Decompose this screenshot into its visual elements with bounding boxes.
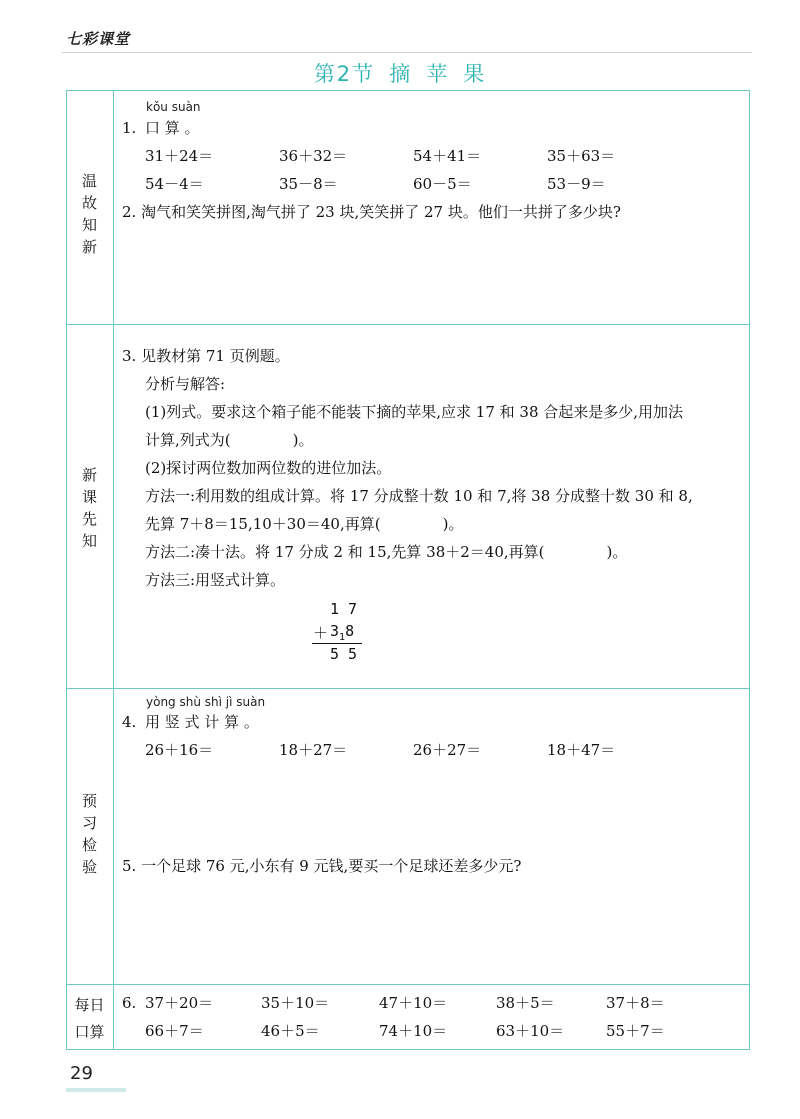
q6-item: 37＋8＝ <box>606 994 665 1012</box>
q6-item: 37＋20＝ <box>145 994 214 1012</box>
q3-heading: 3. 见教材第 71 页例题。 <box>122 347 290 365</box>
q4-item: 18＋47＝ <box>547 741 616 759</box>
section-label-daily <box>66 992 113 1046</box>
q6-item: 35＋10＝ <box>261 994 330 1012</box>
title-char-2: 苹 <box>426 62 450 86</box>
q6-item: 74＋10＝ <box>379 1022 448 1040</box>
label-char: 预 <box>81 792 97 810</box>
q3-step1: (1)列式。要求这个箱子能不能装下摘的苹果,应求 17 和 38 合起来是多少,用加法 <box>145 403 684 421</box>
text-part: )。 <box>442 515 464 533</box>
q3-method1-cont <box>145 514 463 534</box>
label-char: 新 <box>81 238 97 256</box>
q3-step2: (2)探讨两位数加两位数的进位加法。 <box>145 459 392 477</box>
q3-method2 <box>145 542 627 562</box>
header-divider <box>62 52 752 53</box>
q6-item: 66＋7＝ <box>145 1022 204 1040</box>
label-char: 先 <box>81 510 97 528</box>
q6-item: 55＋7＝ <box>606 1022 665 1040</box>
section-label-check <box>66 790 113 878</box>
vertical-sum-line <box>312 643 362 644</box>
q3-method3: 方法三:用竖式计算。 <box>145 571 286 589</box>
q4-number: 4. <box>122 713 137 731</box>
q4-item: 26＋27＝ <box>413 741 482 759</box>
vertical-top: 1 7 <box>330 600 358 618</box>
label-word: 口算 <box>74 1023 105 1041</box>
q1-item: 54＋41＝ <box>413 147 482 165</box>
vertical-result: 5 5 <box>330 645 358 663</box>
label-char: 故 <box>81 194 97 212</box>
label-char: 知 <box>81 532 97 550</box>
q1-item: 54－4＝ <box>145 175 204 193</box>
text-part: 方法二:凑十法。将 17 分成 2 和 15,先算 38＋2＝40,再算( <box>145 543 545 561</box>
label-word: 每日 <box>74 996 105 1014</box>
page-number: 29 <box>70 1063 93 1084</box>
label-char: 新 <box>81 466 97 484</box>
q4-pinyin: yòng shù shì jì suàn <box>146 695 266 709</box>
vertical-middle <box>330 622 355 643</box>
section-label-preview <box>66 464 113 552</box>
q6-number: 6. <box>122 994 137 1012</box>
q1-item: 31＋24＝ <box>145 147 214 165</box>
label-char: 检 <box>81 836 97 854</box>
q1-item: 60－5＝ <box>413 175 472 193</box>
text-part: )。 <box>606 543 628 561</box>
q6-item: 38＋5＝ <box>496 994 555 1012</box>
q1-item: 53－9＝ <box>547 175 606 193</box>
q1-number: 1. <box>122 119 137 137</box>
title-section: 第2节 <box>313 62 376 86</box>
section-label-warmup <box>66 170 113 258</box>
q3-step1-formula <box>145 430 313 450</box>
q1-item: 35＋63＝ <box>547 147 616 165</box>
page-number-bar <box>66 1088 126 1092</box>
digit: 8 <box>345 622 355 640</box>
label-char: 习 <box>81 814 97 832</box>
carry-digit: 1 <box>339 632 346 643</box>
q5-text: 5. 一个足球 76 元,小东有 9 元钱,要买一个足球还差多少元? <box>122 857 522 875</box>
label-column-divider <box>113 90 114 1050</box>
brand-logo: 七彩课堂 <box>66 30 131 48</box>
title-char-3: 果 <box>463 62 487 86</box>
q4-item: 26＋16＝ <box>145 741 214 759</box>
section-divider-3 <box>66 984 750 985</box>
page-title <box>0 58 800 88</box>
digit: 3 <box>330 622 340 640</box>
label-char: 知 <box>81 216 97 234</box>
q1-item: 36＋32＝ <box>279 147 348 165</box>
title-char-1: 摘 <box>389 62 413 86</box>
section-divider-1 <box>66 324 750 325</box>
label-char: 课 <box>81 488 97 506</box>
text-part: 计算,列式为( <box>145 431 231 449</box>
q6-item: 63＋10＝ <box>496 1022 565 1040</box>
q1-item: 35－8＝ <box>279 175 338 193</box>
q1-title: 口 算 。 <box>145 119 200 137</box>
label-char: 温 <box>81 172 97 190</box>
q6-item: 47＋10＝ <box>379 994 448 1012</box>
vertical-plus: ＋ <box>313 624 329 642</box>
section-divider-2 <box>66 688 750 689</box>
q4-item: 18＋27＝ <box>279 741 348 759</box>
q1-pinyin: kǒu suàn <box>146 100 201 114</box>
q3-analysis: 分析与解答: <box>145 375 226 393</box>
label-char: 验 <box>81 858 97 876</box>
q3-method1: 方法一:利用数的组成计算。将 17 分成整十数 10 和 7,将 38 分成整十数 30 和 8, <box>145 487 693 505</box>
text-part: )。 <box>292 431 314 449</box>
q6-item: 46＋5＝ <box>261 1022 320 1040</box>
q2-text: 2. 淘气和笑笑拼图,淘气拼了 23 块,笑笑拼了 27 块。他们一共拼了多少块? <box>122 203 621 221</box>
q4-title: 用 竖 式 计 算 。 <box>145 713 259 731</box>
text-part: 先算 7＋8＝15,10＋30＝40,再算( <box>145 515 381 533</box>
